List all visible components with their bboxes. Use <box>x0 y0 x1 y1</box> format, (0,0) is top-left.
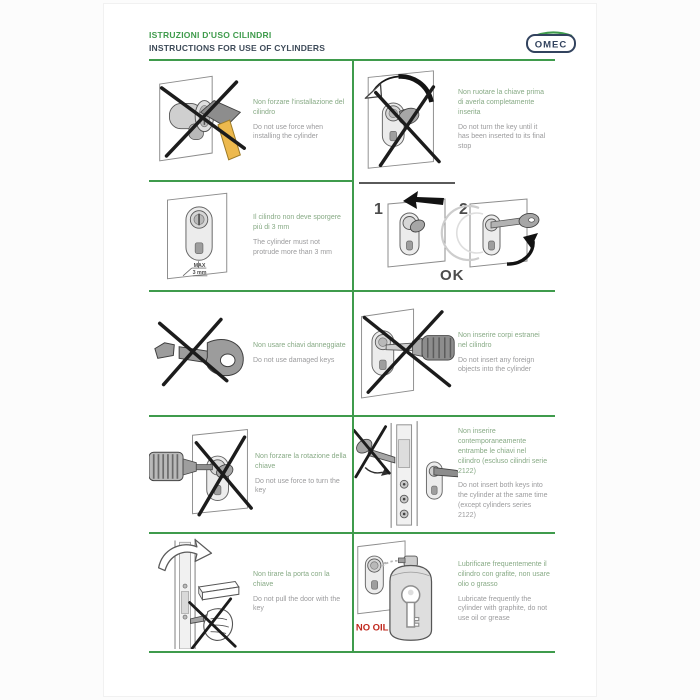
instruction-english: Do not pull the door with the key <box>253 595 341 613</box>
step-1-label: 1 <box>373 201 383 218</box>
max-label: MAX <box>193 262 206 269</box>
instruction-italian: Lubrificare frequentemente il cilindro con grafite, non usare olio o grasso <box>458 561 550 588</box>
crossed-keys-both-sides-of-door-icon <box>354 419 458 530</box>
page-title-italian: ISTRUZIONI D'USO CILINDRI <box>149 30 272 40</box>
illustration-keys-both-sides <box>354 419 458 530</box>
instruction-italian: Non inserire corpi estranei nel cilindro <box>458 331 540 349</box>
crossed-broken-key-icon <box>150 316 252 390</box>
panel-correct-insertion-then-turn <box>354 182 555 289</box>
instruction-english: Do not insert any foreign objects into the cylinder <box>458 356 535 374</box>
instruction-english: Lubricate frequently the cylinder with graphite, do not use oil or grease <box>458 595 548 623</box>
page-title-english: INSTRUCTIONS FOR USE OF CYLINDERS <box>149 43 326 53</box>
illustration-screwdriver <box>354 302 458 404</box>
instruction-italian: Non forzare l'installazione del cilindro <box>253 98 345 116</box>
instruction-italian: Non usare chiavi danneggiate <box>253 341 346 349</box>
instruction-english: Do not use damaged keys <box>253 356 335 364</box>
illustration-max-protrusion <box>149 186 253 286</box>
instruction-english: The cylinder must not protrude more than 3 mm <box>253 239 332 256</box>
crossed-rotating-key-icon <box>354 66 458 174</box>
illustration-correct-use <box>354 187 555 284</box>
panel-no-force-rotation <box>149 417 352 531</box>
crossed-drill-turning-key-icon <box>149 424 255 525</box>
instruction-italian: Non forzare la rotazione della chiave <box>255 452 347 470</box>
panel-lubricate-with-graphite <box>354 534 555 650</box>
crossed-hand-pulling-key-icon <box>150 535 252 649</box>
panel-no-turn-key-before-full-insertion <box>354 61 555 179</box>
ok-label: OK <box>439 267 464 284</box>
crossed-screwdriver-in-cylinder-icon <box>354 302 458 404</box>
instruction-english: Do not turn the key until it has been inserted to its final stop <box>458 123 546 151</box>
omec-logo <box>525 30 577 54</box>
instruction-italian: Il cilindro non deve sporgere più di 3 mm <box>253 214 341 232</box>
illustration-no-force-installation <box>149 70 253 170</box>
illustration-spray-can <box>354 536 458 648</box>
insert-key-then-turn-icon <box>360 187 550 284</box>
crossed-hammer-on-cylinder-icon <box>150 70 252 170</box>
no-oil-warning: NO OIL <box>355 622 389 634</box>
panel-no-both-keys <box>354 417 555 531</box>
step-2-label: 2 <box>458 201 468 218</box>
illustration-no-turn-key <box>354 66 458 174</box>
illustration-drill-turning-key <box>149 424 255 525</box>
instruction-sheet <box>103 3 597 697</box>
panel-no-damaged-keys <box>149 292 352 414</box>
illustration-damaged-key <box>149 316 253 390</box>
panel-max-protrusion <box>149 182 352 289</box>
panel-no-pull-door-with-key <box>149 534 352 650</box>
cylinder-protrusion-measure-icon <box>150 186 252 286</box>
panel-no-foreign-objects <box>354 292 555 414</box>
instruction-english: Do not use force to turn the key <box>255 477 340 495</box>
instruction-english: Do not insert both keys into the cylinder at the same time (except cylinders series 2122) <box>458 482 548 519</box>
instruction-italian: Non tirare la porta con la chiave <box>253 570 330 588</box>
panel-no-force-installation <box>149 61 352 179</box>
logo-text: OMEC <box>534 39 568 51</box>
illustration-hand-pulling-key <box>149 535 253 649</box>
mm-label: 3 mm <box>192 269 207 276</box>
instruction-english: Do not use force when installing the cylinder <box>253 123 324 141</box>
instruction-italian: Non inserire contemporaneamente entrambe le chiavi nel cilindro (escluso cilindri serie 2122) <box>458 428 548 475</box>
instruction-italian: Non ruotare la chiave prima di averla completamente inserita <box>458 89 544 116</box>
graphite-spray-can-icon <box>354 536 458 648</box>
